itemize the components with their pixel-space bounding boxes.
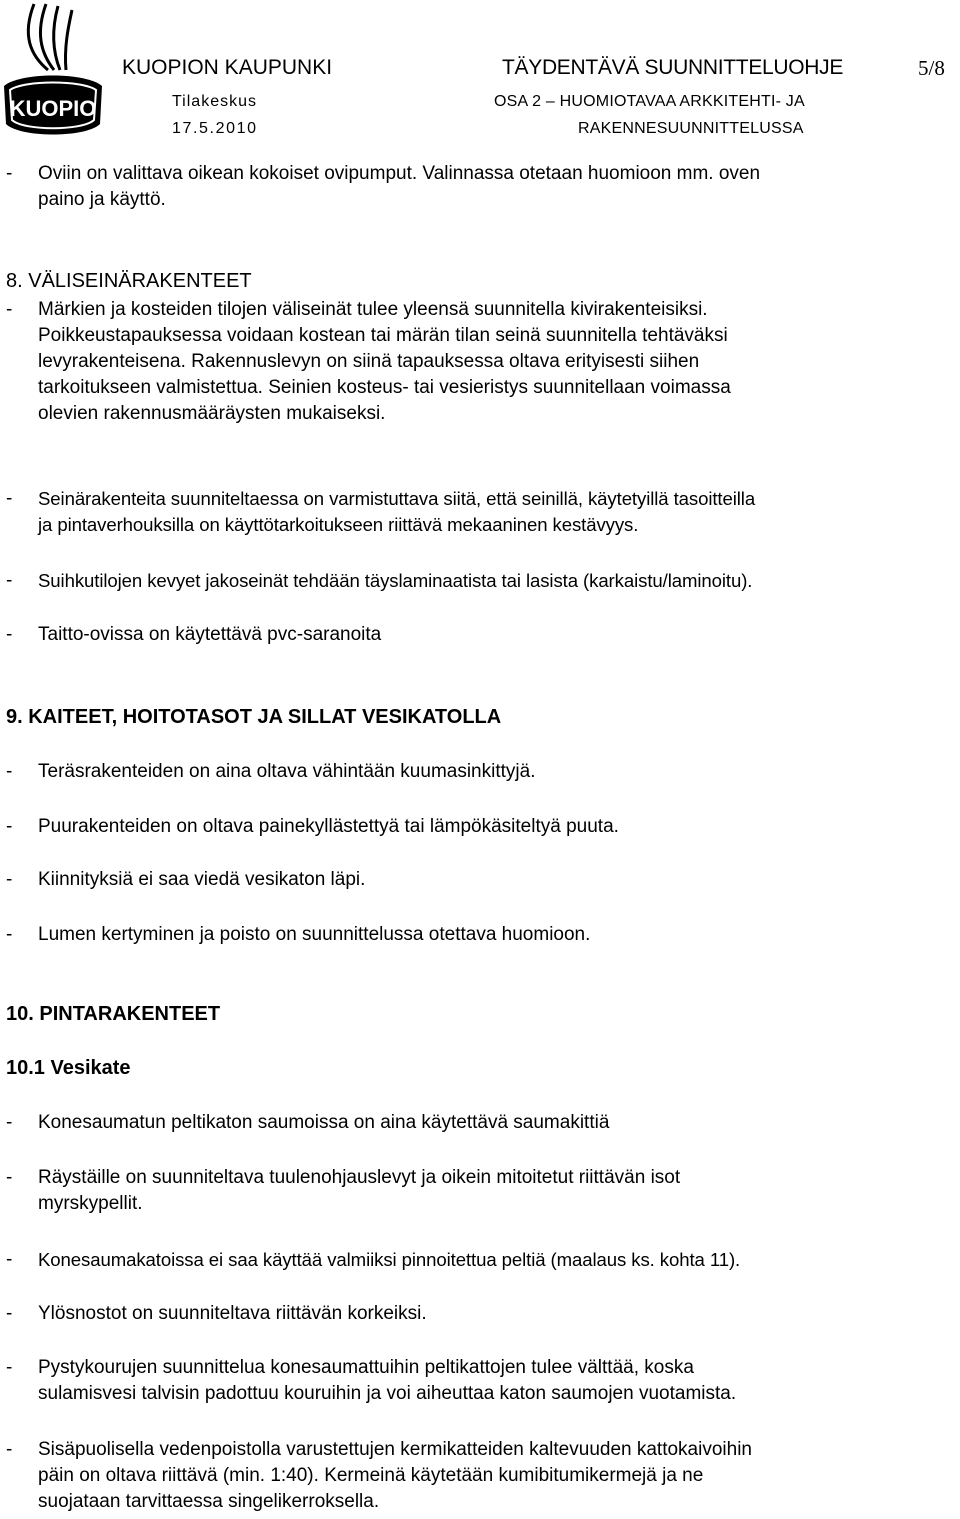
bullet-dash: - (6, 761, 13, 782)
paragraph-eaves: Räystäille on suunniteltava tuulenohjauslevyt ja oikein mitoitetut riittävän isot myrskypellit. (38, 1167, 681, 1214)
section-heading-9: 9. KAITEET, HOITOTASOT JA SILLAT VESIKATOLLA (6, 706, 502, 728)
header-date: 17.5.2010 (172, 120, 258, 137)
paragraph-door-closers: Oviin on valittava oikean kokoiset ovipumput. Valinnassa otetaan huomioon mm. oven paino ja käyttö. (38, 163, 761, 210)
bullet-dash: - (6, 624, 13, 645)
bullet-dash: - (6, 1439, 13, 1460)
bullet-dash: - (6, 488, 13, 509)
bullet-dash: - (6, 1112, 13, 1133)
paragraph-wall-durability: Seinärakenteita suunniteltaessa on varmistuttava siitä, että seinillä, käytetyillä tasoitteilla ja pintaverhouksilla on käyttötarkoitukseen riittävä mekaaninen kestävyys. (38, 488, 756, 535)
paragraph-steel-structures: Teräsrakenteiden on aina oltava vähintään kuumasinkittyjä. (38, 761, 536, 782)
bullet-dash: - (6, 299, 13, 320)
bullet-dash: - (6, 1167, 13, 1188)
bullet-dash: - (6, 1357, 13, 1378)
subsection-heading-10-1: 10.1 Vesikate (6, 1057, 131, 1079)
header-document-title: TÄYDENTÄVÄ SUUNNITTELUOHJE (502, 56, 844, 79)
header-page-number: 5/8 (918, 56, 945, 80)
paragraph-snow-removal: Lumen kertyminen ja poisto on suunnittelussa otettava huomioon. (38, 924, 591, 945)
bullet-dash: - (6, 869, 13, 890)
header-document-subtitle-line1: OSA 2 – HUOMIOTAVAA ARKKITEHTI- JA (494, 93, 805, 110)
header-unit: Tilakeskus (172, 93, 257, 110)
paragraph-upstands: Ylösnostot on suunniteltava riittävän korkeiksi. (38, 1303, 427, 1324)
paragraph-seam-sealant: Konesaumatun peltikaton saumoissa on aina käytettävä saumakittiä (38, 1112, 610, 1133)
header-organization: KUOPION KAUPUNKI (122, 56, 333, 79)
paragraph-fastenings: Kiinnityksiä ei saa viedä vesikaton läpi. (38, 869, 366, 890)
paragraph-membrane-roofs: Sisäpuolisella vedenpoistolla varustettujen kermikatteiden kaltevuuden kattokaivoihin päin on oltava riittävä (min. 1:40). Kermeinä käytetään kumibitumikermejä ja ne suojataan tarvittaessa singelikerroksella. (38, 1439, 752, 1512)
bullet-dash: - (6, 163, 13, 184)
header-document-subtitle-line2: RAKENNESUUNNITTELUSSA (578, 120, 804, 137)
paragraph-folding-doors: Taitto-ovissa on käytettävä pvc-saranoita (38, 624, 382, 645)
paragraph-precoated-sheet: Konesaumakatoissa ei saa käyttää valmiiksi pinnoitettua peltiä (maalaus ks. kohta 11). (38, 1249, 741, 1270)
bullet-dash: - (6, 570, 13, 591)
bullet-dash: - (6, 924, 13, 945)
bullet-dash: - (6, 1303, 13, 1324)
section-heading-8: 8. VÄLISEINÄRAKENTEET (6, 270, 252, 292)
logo-wordmark: KUOPIO (9, 96, 97, 121)
paragraph-vertical-gutters: Pystykourujen suunnittelua konesaumattuihin peltikattojen tulee välttää, koska sulamisvesi talvisin padottuu kouruihin ja voi aiheuttaa katon saumojen vuotamista. (38, 1357, 737, 1404)
bullet-dash: - (6, 816, 13, 837)
paragraph-wet-room-walls: Märkien ja kosteiden tilojen väliseinät tulee yleensä suunnitella kivirakenteisiksi. Poikkeustapauksessa voidaan kostean tai märän tilan seinä suunnitella tehtäväksi levyrakenteisena. Rakennuslevyn on siinä tapauksessa oltava erityisesti siihen tarkoitukseen valmistettua. Seinien kosteus- tai vesieristys suunnitellaan voimassa olevien rakennusmääräysten mukaiseksi. (38, 299, 731, 424)
section-heading-10: 10. PINTARAKENTEET (6, 1003, 221, 1025)
paragraph-wood-structures: Puurakenteiden on oltava painekyllästettyä tai lämpökäsiteltyä puuta. (38, 816, 619, 837)
bullet-dash: - (6, 1249, 13, 1270)
kuopio-logo (0, 0, 106, 148)
paragraph-shower-partitions: Suihkutilojen kevyet jakoseinät tehdään täyslaminaatista tai lasista (karkaistu/laminoitu). (38, 570, 753, 591)
